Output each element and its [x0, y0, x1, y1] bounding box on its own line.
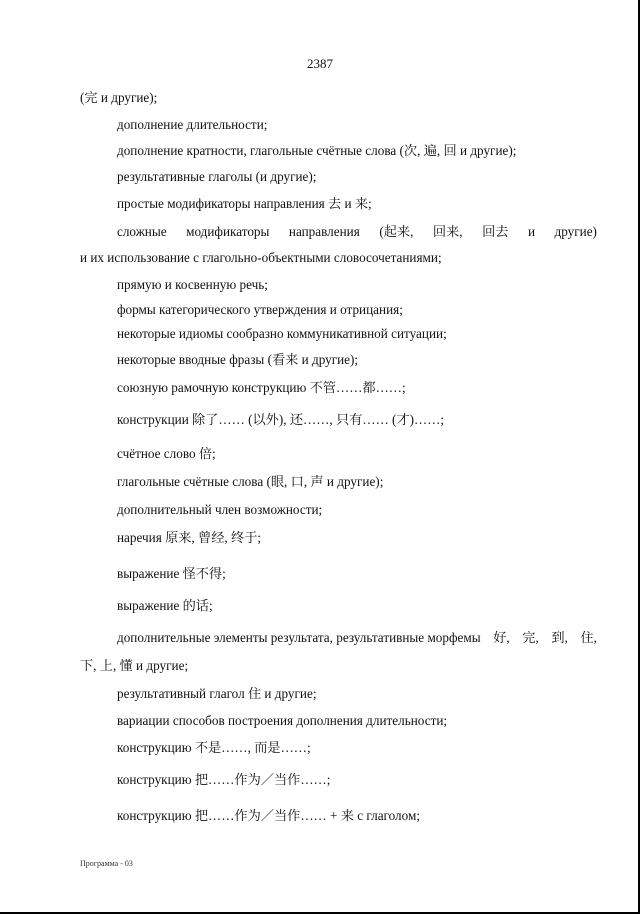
- word: сложные: [117, 224, 167, 239]
- text-line: глагольные счётные слова (眼, 口, 声 и другие);: [117, 474, 384, 489]
- text-line: конструкцию 把……作为／当作…… + 来 с глаголом;: [117, 808, 420, 823]
- text-line: выражение 怪不得;: [117, 566, 226, 581]
- text-line: дополнение кратности, глагольные счётные слова (次, 遍, 回 и другие);: [117, 143, 517, 158]
- text-line: конструкцию 不是……, 而是……;: [117, 740, 311, 755]
- text-line: союзную рамочную конструкцию 不管……都……;: [117, 380, 406, 395]
- text-line: (完 и другие);: [80, 90, 158, 105]
- word: другие): [554, 224, 597, 239]
- footer-note: Программа - 03: [80, 859, 133, 868]
- text-line: вариации способов построения дополнения длительности;: [117, 713, 448, 728]
- text-line: дополнение длительности;: [117, 117, 268, 132]
- word: 好,: [493, 630, 510, 645]
- word: дополнительные элементы результата, результативные морфемы: [117, 630, 481, 645]
- text-line: выражение 的话;: [117, 598, 213, 613]
- justified-line-directional: [117, 224, 597, 240]
- word: направления: [288, 224, 360, 239]
- text-line: наречия 原来, 曾经, 终于;: [117, 530, 262, 545]
- text-line: результативные глаголы (и другие);: [117, 169, 317, 184]
- text-line: прямую и косвенную речь;: [117, 277, 268, 292]
- text-line: результативный глагол 住 и другие;: [117, 686, 317, 701]
- text-line: и их использование с глагольно-объектными словосочетаниями;: [80, 250, 442, 265]
- page-number: 2387: [307, 56, 333, 71]
- text-line: некоторые идиомы сообразно коммуникативной ситуации;: [117, 326, 447, 341]
- word: 回去: [482, 224, 509, 239]
- word: (起来,: [379, 224, 414, 239]
- text-line: счётное слово 倍;: [117, 446, 216, 461]
- word: 回来,: [432, 224, 463, 239]
- word: 完,: [522, 630, 539, 645]
- word: и: [527, 224, 535, 239]
- justified-line-resultative: [117, 630, 597, 646]
- word: модификаторы: [186, 224, 270, 239]
- text-line: формы категорического утверждения и отрицания;: [117, 302, 403, 317]
- text-line: конструкцию 把……作为／当作……;: [117, 772, 331, 787]
- word: 住,: [580, 630, 597, 645]
- text-line: конструкции 除了…… (以外), 还……, 只有…… (才)……;: [117, 412, 445, 427]
- text-line: дополнительный член возможности;: [117, 502, 323, 517]
- text-line: простые модификаторы направления 去 и 来;: [117, 196, 372, 211]
- text-line: некоторые вводные фразы (看来 и другие);: [117, 352, 359, 367]
- word: 到,: [551, 630, 568, 645]
- text-line: 下, 上, 懂 и другие;: [80, 658, 189, 673]
